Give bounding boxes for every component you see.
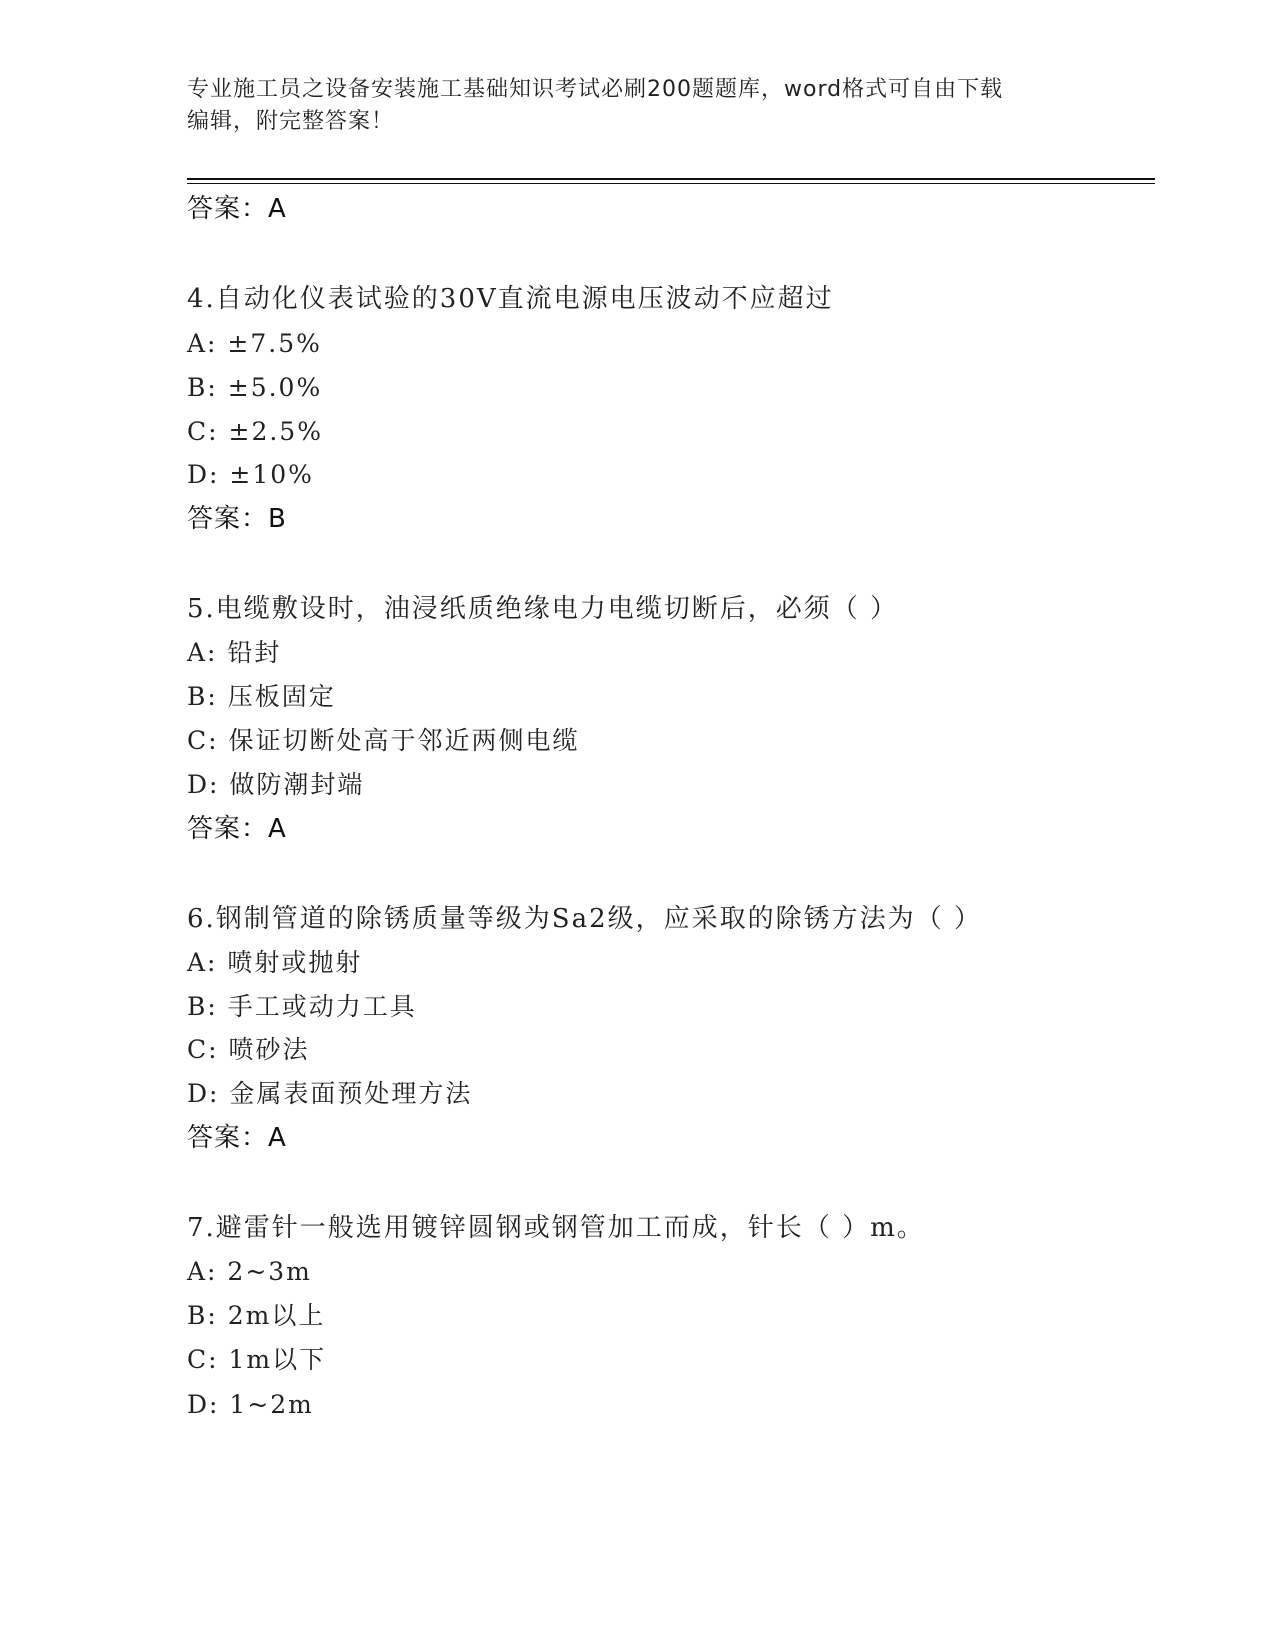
header-rule-thin [187,183,1155,184]
question-4-option-d: D: ±10% [187,460,314,489]
question-7-option-c: C: 1m以下 [187,1345,327,1374]
header-line-1: 专业施工员之设备安装施工基础知识考试必刷200题题库，word格式可自由下载 [187,77,1004,102]
question-7-option-b: B: 2m以上 [187,1301,326,1330]
question-5-stem: 5.电缆敷设时，油浸纸质绝缘电力电缆切断后，必须（ ） [187,594,899,624]
answer-prev: 答案：A [187,194,287,224]
question-6-option-b: B: 手工或动力工具 [187,992,417,1021]
question-4-option-b: B: ±5.0% [187,373,323,402]
header-rule [187,178,1155,180]
question-6-stem: 6.钢制管道的除锈质量等级为Sa2级，应采取的除锈方法为（ ） [187,904,982,934]
header-line-2: 编辑，附完整答案！ [187,109,395,134]
question-6-option-d: D: 金属表面预处理方法 [187,1079,473,1108]
question-5-option-c: C: 保证切断处高于邻近两侧电缆 [187,726,580,755]
question-7-option-d: D: 1~2m [187,1390,314,1419]
question-6-answer: 答案：A [187,1123,287,1153]
question-4-option-a: A: ±7.5% [187,329,322,358]
document-header [187,74,1067,138]
question-4-option-c: C: ±2.5% [187,417,323,446]
question-7-option-a: A: 2~3m [187,1257,312,1286]
question-5-option-a: A: 铅封 [187,638,282,667]
question-4-answer: 答案：B [187,504,287,534]
question-6-option-a: A: 喷射或抛射 [187,948,363,977]
question-5-option-b: B: 压板固定 [187,682,336,711]
question-4-stem: 4.自动化仪表试验的30V直流电源电压波动不应超过 [187,284,834,314]
question-6-option-c: C: 喷砂法 [187,1035,310,1064]
question-5-answer: 答案：A [187,814,287,844]
question-7-stem: 7.避雷针一般选用镀锌圆钢或钢管加工而成，针长（ ）m。 [187,1213,925,1243]
question-5-option-d: D: 做防潮封端 [187,770,365,799]
